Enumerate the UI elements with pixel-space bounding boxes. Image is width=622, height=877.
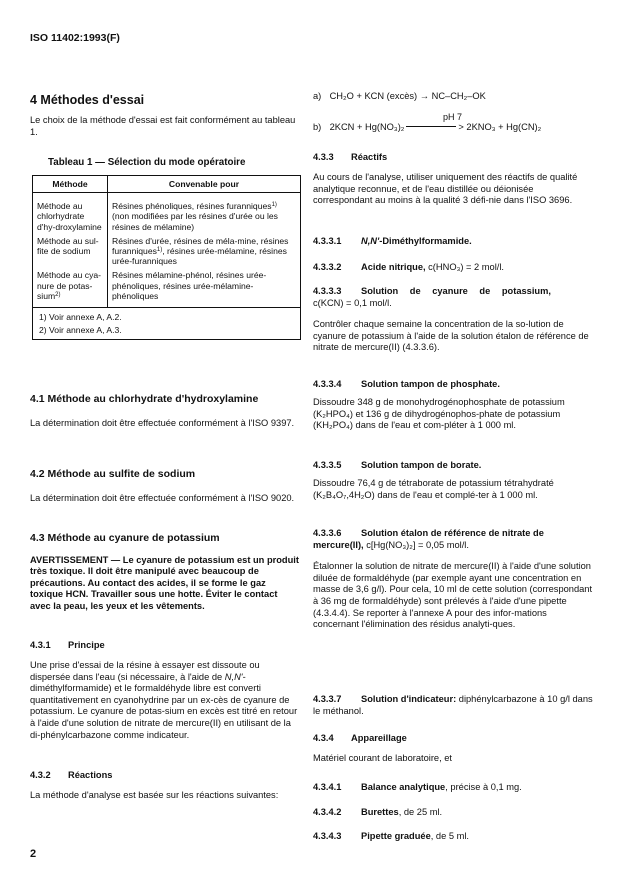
section-4-3-3-7-text (313, 694, 593, 717)
table-row (33, 193, 301, 234)
section-4-3-2-heading (30, 770, 300, 780)
page-number: 2 (30, 848, 37, 860)
section-4-3-3-6-heading (313, 528, 593, 551)
section-title: Solution tampon de borate. (361, 460, 482, 470)
section-value: c(HNO₃) = 2 mol/l. (425, 262, 505, 272)
section-number: 4.3.3 (313, 152, 334, 162)
section-4-3-3-text: Au cours de l'analyse, utiliser uniquement des réactifs de qualité analytique reconnue, et de l'eau distillée ou déionisée correspondant au moins à la qualité 3 défi-nie dans l'ISO 3696. (313, 172, 578, 206)
table-notes (33, 308, 301, 340)
section-title: Solution étalon de référence de nitrate de mercure(II), (313, 528, 544, 550)
section-number: 4.3.4.3 (313, 831, 342, 841)
table-caption: Tableau 1 — Sélection du mode opératoire (48, 157, 246, 168)
section-body: , précise à 0,1 mg. (445, 782, 522, 792)
section-4-3-3-heading (313, 152, 593, 162)
section-4-1 (30, 393, 295, 429)
section-number: 4.3.3.4 (313, 379, 342, 389)
method-text: Méthode au cya-nure de potas-sium (37, 270, 102, 301)
text-part: -diméthylformamide) et le formaldéhyde libre est converti quantitativement en cyanohydrine par un ex-cès de cyanure de potassium. Le cyanure de potas-sium en excès est titré en retour à l'aide d'une solution de nitrate de mercure(II) en utilisant de la di-phénylcarbazone comme indicateur. (30, 671, 298, 740)
table-cell-use (108, 193, 301, 234)
section-4-3-heading: 4.3 Méthode au cyanure de potassium (30, 532, 220, 544)
section-4-3-warning: AVERTISSEMENT — Le cyanure de potassium est un produit très toxique. Il doit être manipulé avec beaucoup de précautions. Au contact des acides, il se forme le gaz toxique HCN. Travailler sous une hotte. Éviter le contact avec la peau, les yeux et les vêtements. (30, 554, 299, 611)
section-4-3-3-6-text: Étalonner la solution de nitrate de mercure(II) à l'aide d'une solution diluée de formaldéhyde (par exemple ayant une concentration en masse de 3,6 g/l). Pour cela, 10 ml de cette solution (correspondant à 36 mg de formaldéhyde) sont prélevés à l'aide d'une pipette (4.3.4.4). Se reporter à l'annexe A pour des infor-mations concernant l'élimination des résidus analyti-ques. (313, 561, 593, 630)
section-4-3-1 (30, 640, 300, 741)
table-cell-method: Méthode au sul-fite de sodium (33, 234, 108, 269)
equation-text: CH₂O + KCN (excès) → NC–CH₂–OK (329, 91, 486, 101)
section-4-3-3-3-line (313, 286, 593, 298)
section-4-3-3-2-line (313, 262, 593, 274)
section-title: Principe (68, 640, 105, 650)
section-4-3 (30, 532, 300, 612)
selection-table (32, 175, 301, 340)
section-4 (30, 93, 302, 107)
section-title: Réactions (68, 770, 113, 780)
footnote-ref: 1) (271, 202, 277, 209)
section-4-3-4 (313, 733, 593, 765)
section-4-3-4-2-line (313, 807, 593, 819)
section-4-3-4-2 (313, 807, 593, 819)
table-header-use: Convenable pour (108, 176, 301, 193)
section-4-3-3-5-text: Dissoudre 76,4 g de tétraborate de potassium tétrahydraté (K₂B₄O₇,4H₂O) dans de l'eau et complé-ter à 1 000 ml. (313, 478, 554, 500)
section-4-3-3-3 (313, 286, 593, 354)
section-number: 4.3.3.1 (313, 236, 342, 246)
section-4-3-3-1 (313, 236, 593, 246)
table-note: 1) Voir annexe A, A.2. (39, 312, 122, 323)
table-cell-use (108, 234, 301, 269)
section-number: 4.3.4.2 (313, 807, 342, 817)
section-4-3-3-3-text: Contrôler chaque semaine la concentration de la so-lution de cyanure de potassium à l'aide de la solution étalon de référence de nitrate de mercure(II) (4.3.3.6). (313, 319, 589, 353)
footnote-ref: 1) (156, 247, 163, 254)
section-4-3-4-heading (313, 733, 593, 743)
table-row (33, 234, 301, 269)
section-title: Burettes (361, 807, 399, 817)
section-number: 4.3.3.3 (313, 286, 342, 296)
section-title: -Diméthylformamide. (379, 236, 472, 246)
section-4-3-2-text: La méthode d'analyse est basée sur les réactions suivantes: (30, 790, 279, 800)
table-notes-cell (33, 308, 301, 340)
equation-b: pH 7 b) 2KCN + Hg(NO₃)₂ > 2KNO₃ + Hg(CN)₂ (313, 112, 603, 132)
table-cell-method: Méthode au chlorhydrate d'hy-droxylamine (33, 193, 108, 234)
document-id: ISO 11402:1993(F) (30, 32, 120, 44)
section-4-3-3-6 (313, 528, 593, 631)
section-title: Solution de cyanure de potassium, (361, 286, 551, 296)
section-number: 4.3.1 (30, 640, 51, 650)
section-4-3-3 (313, 152, 593, 207)
section-4-3-3-5-heading (313, 460, 593, 470)
title-italic: N,N' (361, 236, 380, 246)
section-number: 4.3.3.2 (313, 262, 342, 272)
section-4-3-3-7 (313, 694, 593, 717)
section-4-3-1-heading (30, 640, 300, 650)
section-4-2 (30, 468, 300, 504)
section-number: 4.3.3.5 (313, 460, 342, 470)
arrow-right-icon (406, 126, 456, 127)
table-note: 2) Voir annexe A, A.3. (39, 325, 122, 336)
section-4-3-3-1-heading (313, 236, 593, 246)
section-4-3-4-1-line (313, 782, 593, 794)
section-title: Solution d'indicateur: (361, 694, 457, 704)
section-4-1-text: La détermination doit être effectuée conformément à l'ISO 9397. (30, 417, 295, 428)
section-title: Acide nitrique, (361, 262, 426, 272)
equation-ph: pH 7 (443, 112, 463, 122)
section-body: diphénylcarbazone à 10 g/l dans le méthanol. (313, 694, 593, 716)
equation-a (313, 91, 603, 101)
section-4-3-4-text: Matériel courant de laboratoire, et (313, 753, 453, 763)
section-4-3-2 (30, 770, 300, 802)
use-text-a: Résines d'urée, résines de méla-mine, résines furanniques (112, 235, 289, 257)
section-title: Appareillage (351, 733, 407, 743)
section-4-3-3-5 (313, 460, 593, 501)
section-4-3-3-3-value: c(KCN) = 0,1 mol/l. (313, 297, 392, 308)
table-header-method: Méthode (33, 176, 108, 193)
section-title: Réactifs (351, 152, 388, 162)
section-4-2-text: La détermination doit être effectuée conformément à l'ISO 9020. (30, 492, 295, 503)
equation-right: 2KNO₃ + Hg(CN)₂ (466, 122, 542, 132)
section-4-text-block (30, 115, 300, 138)
section-body: , de 5 ml. (430, 831, 469, 841)
section-4-3-1-text (30, 660, 300, 741)
footnote-ref: 2) (55, 291, 61, 298)
table-row (33, 268, 301, 307)
section-4-3-3-4-text: Dissoudre 348 g de monohydrogénophosphate de potassium (K₂HPO₄) et 136 g de dihydrogénophos-phate de potassium (KH₂PO₄) dans de l'eau et com-pléter à 1 000 ml. (313, 397, 565, 431)
section-4-3-4-3-line (313, 831, 593, 843)
section-number: 4.3.3.7 (313, 694, 342, 704)
section-number: 4.3.4.1 (313, 782, 342, 792)
section-number: 4.3.4 (313, 733, 334, 743)
section-title: Balance analytique (361, 782, 446, 792)
text-italic: N,N' (224, 671, 243, 682)
section-4-3-3-4 (313, 379, 593, 432)
use-text-a: Résines phénoliques, résines furanniques (112, 201, 272, 212)
section-title: Solution tampon de phosphate. (361, 379, 500, 389)
use-text-b: (non modifiées par les résines d'urée ou les résines de mélamine) (112, 211, 278, 232)
section-4-3-4-1 (313, 782, 593, 794)
section-4-1-heading: 4.1 Méthode au chlorhydrate d'hydroxylamine (30, 393, 259, 405)
equation-left: 2KCN + Hg(NO₃)₂ (329, 122, 405, 132)
equation-label: a) (313, 91, 322, 101)
table-cell-use: Résines mélamine-phénol, résines urée-phénoliques, résines urée-mélamine-phénoliques (108, 268, 301, 307)
equation-label: b) (313, 122, 322, 132)
table-cell-method (33, 268, 108, 307)
section-4-3-4-3 (313, 831, 593, 843)
section-body: , de 25 ml. (398, 807, 443, 817)
section-title: Pipette graduée (361, 831, 431, 841)
use-text-b: , résines urée-mélamine, résines urée-furanniques (112, 246, 287, 267)
section-4-2-heading: 4.2 Méthode au sulfite de sodium (30, 468, 196, 480)
section-4-text: Le choix de la méthode d'essai est fait conformément au tableau 1. (30, 115, 296, 137)
section-number: 4.3.3.6 (313, 528, 342, 538)
section-number: 4.3.2 (30, 770, 51, 780)
section-4-3-3-4-heading (313, 379, 593, 389)
section-4-heading: 4 Méthodes d'essai (30, 93, 145, 107)
text-part: Une prise d'essai de la résine à essayer est dissoute ou dispersée dans l'eau (si nécessaire, à l'aide de (30, 660, 260, 682)
section-value: c[Hg(NO₃)₂] = 0,05 mol/l. (363, 539, 469, 550)
section-4-3-3-2 (313, 262, 593, 274)
